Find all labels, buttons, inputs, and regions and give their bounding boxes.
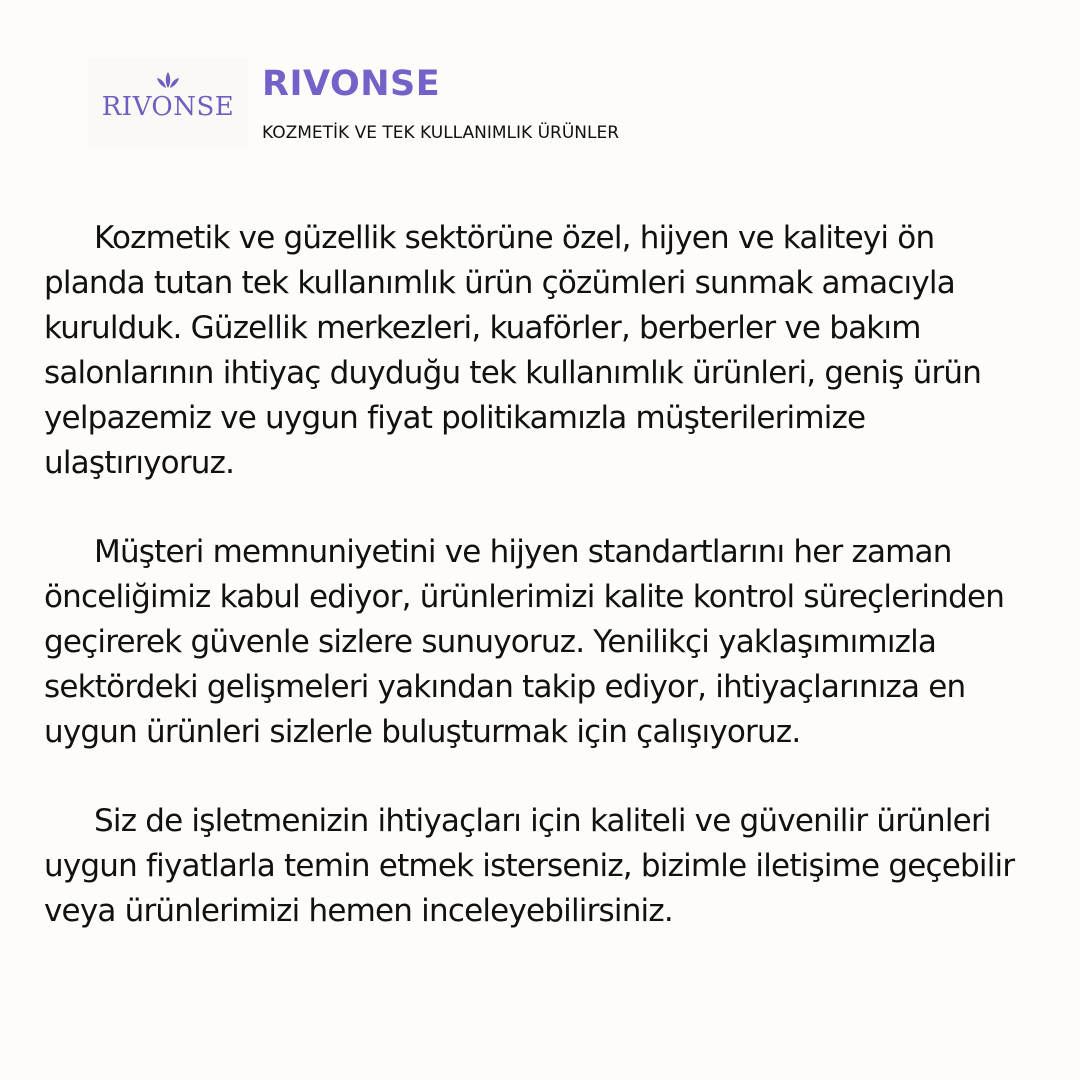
- paragraph-intro: Kozmetik ve güzellik sektörüne özel, hijyen ve kaliteyi ön planda tutan tek kullanımlık ürün çözümleri sunmak amacıyla kurulduk. Güzellik merkezleri, kuaförler, berberler ve bakım salonlarının ihtiyaç duyduğu tek kullanımlık ürünleri, geniş ürün yelpazemiz ve uygun fiyat politikamızla müşterilerimize ulaştırıyoruz.: [44, 220, 982, 481]
- paragraph-quality: Müşteri memnuniyetini ve hijyen standartlarını her zaman önceliğimiz kabul ediyor, ürünlerimizi kalite kontrol süreçlerinden geçirerek güvenle sizlere sunuyoruz. Yenilikçi yaklaşımımızla sektördeki gelişmeleri yakından takip ediyor, ihtiyaçlarınıza en uygun ürünleri sizlerle buluşturmak için çalışıyoruz.: [44, 534, 1005, 750]
- logo-wordmark: RIVONSE: [101, 92, 235, 122]
- brand-logo: [88, 58, 248, 148]
- lavender-leaf-icon: [88, 70, 248, 90]
- paragraph-contact: Siz de işletmenizin ihtiyaçları için kaliteli ve güvenilir ürünleri uygun fiyatlarla temin etmek isterseniz, bizimle iletişime geçebilir veya ürünlerimizi hemen inceleyebilirsiniz.: [44, 803, 1015, 929]
- brand-title: RIVONSE: [262, 64, 441, 104]
- brand-subtitle: KOZMETİK VE TEK KULLANIMLIK ÜRÜNLER: [262, 123, 620, 143]
- about-text: [44, 216, 1044, 934]
